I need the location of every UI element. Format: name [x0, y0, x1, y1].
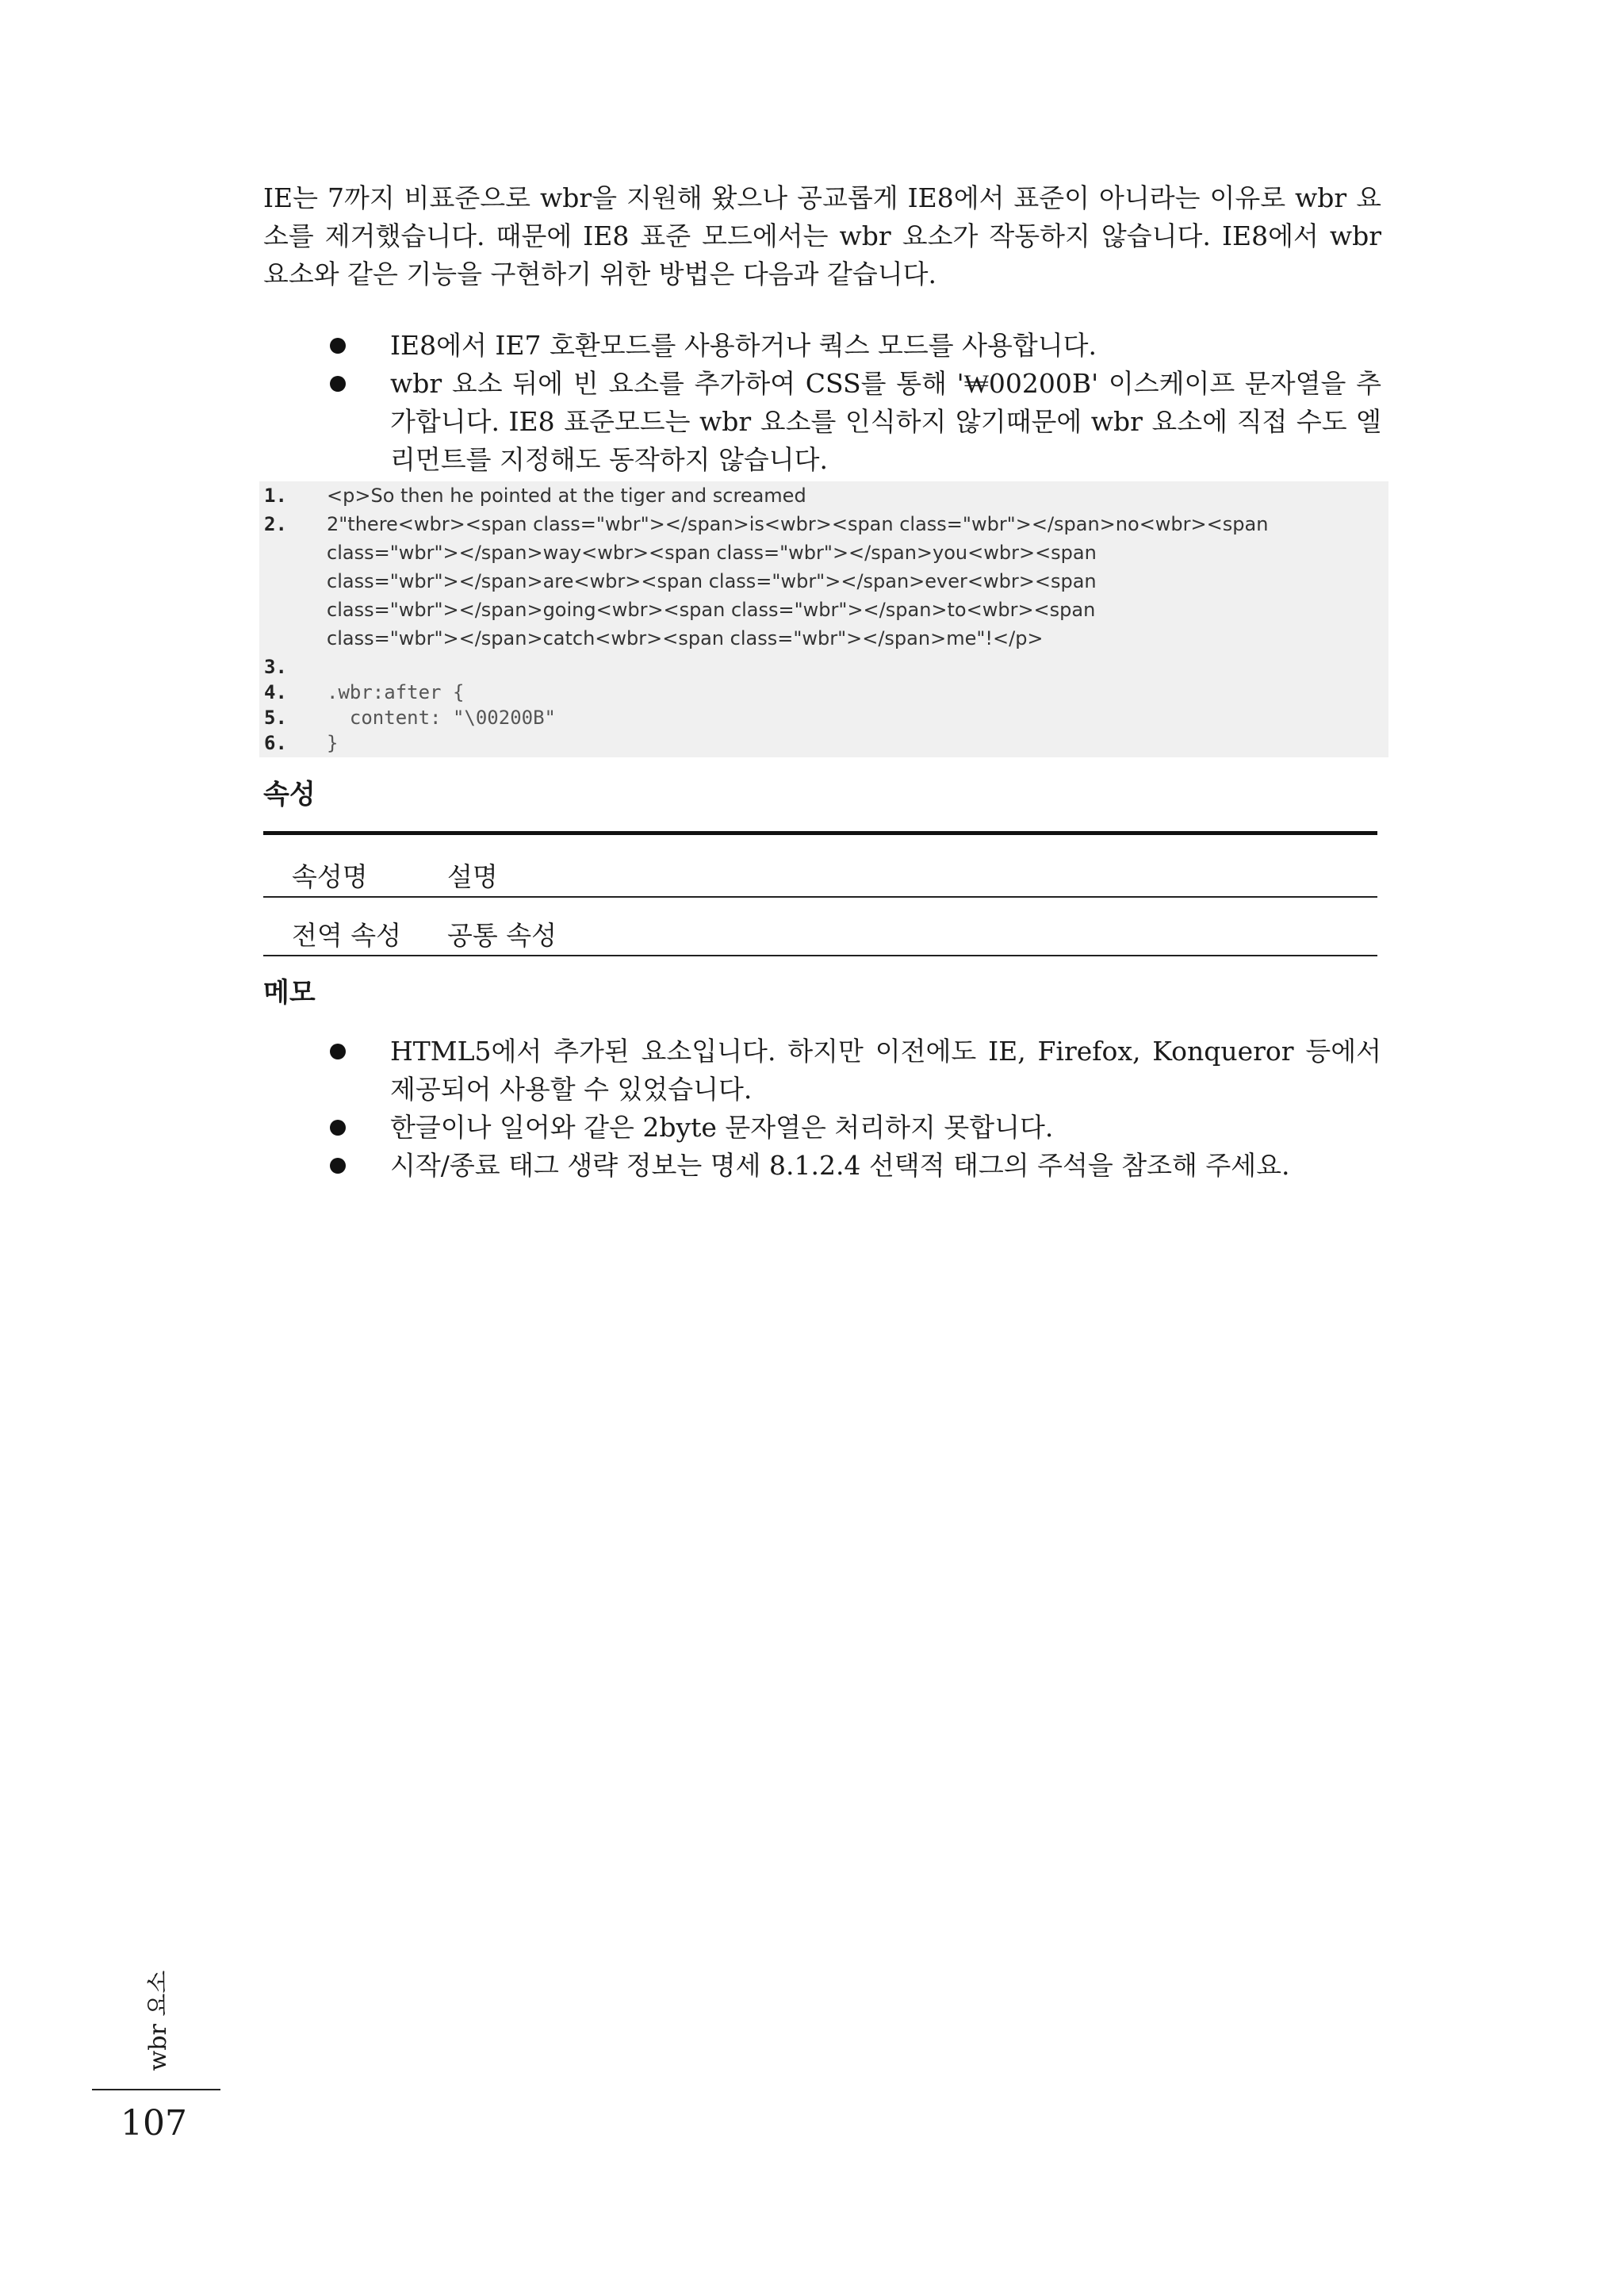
code-text: 2"there<wbr><span class="wbr"></span>is<wbr><span class="wbr"></span>no<wbr><span	[327, 513, 1269, 535]
memo-heading: 메모	[263, 977, 316, 1009]
code-line-continuation	[259, 538, 1388, 567]
code-line	[259, 678, 1388, 707]
code-line-continuation	[259, 567, 1388, 596]
footer-rule	[92, 2089, 220, 2090]
code-text: class="wbr"></span>are<wbr><span class="wbr"></span>ever<wbr><span	[327, 570, 1097, 592]
list-item-text: HTML5에서 추가된 요소입니다. 하지만 이전에도 IE, Firefox, Konqueror 등에서 제공되어 사용할 수 있었습니다.	[390, 1036, 1381, 1105]
table-header-rule	[263, 896, 1377, 898]
list-item-text: IE8에서 IE7 호환모드를 사용하거나 쿽스 모드를 사용합니다.	[390, 330, 1097, 361]
line-number: 3.	[264, 656, 287, 678]
list-item	[263, 1109, 1381, 1147]
code-line	[259, 481, 1388, 510]
list-item-text: 시작/종료 태그 생략 정보는 명세 8.1.2.4 선택적 태그의 주석을 참조해 주세요.	[390, 1150, 1290, 1181]
bullet-icon	[330, 1158, 346, 1174]
line-number: 2.	[264, 513, 287, 535]
table-bottom-rule	[263, 955, 1377, 956]
code-text: content: "\00200B"	[327, 707, 556, 729]
code-line	[259, 510, 1388, 538]
list-item	[263, 365, 1381, 479]
code-text: class="wbr"></span>catch<wbr><span class="wbr"></span>me"!</p>	[327, 627, 1044, 649]
line-number: 1.	[264, 485, 287, 507]
code-text: class="wbr"></span>way<wbr><span class="wbr"></span>you<wbr><span	[327, 542, 1097, 564]
workaround-list	[263, 327, 1381, 479]
section-side-label: wbr 요소	[144, 1970, 172, 2071]
table-top-rule	[263, 831, 1377, 835]
list-item-text: wbr 요소 뒤에 빈 요소를 추가하여 CSS를 통해 '₩00200B' 이스케이프 문자열을 추가합니다. IE8 표준모드는 wbr 요소를 인식하지 않기때문에 wbr 요소에 직접 수도 엘리먼트를 지정해도 동작하지 않습니다.	[390, 368, 1381, 475]
bullet-icon	[330, 1044, 346, 1059]
code-text: .wbr:after {	[327, 681, 465, 703]
line-number: 4.	[264, 681, 287, 703]
list-item	[263, 327, 1381, 365]
table-header-name: 속성명	[292, 861, 368, 892]
code-line	[259, 703, 1388, 732]
code-text: class="wbr"></span>going<wbr><span class="wbr"></span>to<wbr><span	[327, 599, 1096, 621]
attributes-heading: 속성	[263, 779, 316, 810]
list-item	[263, 1147, 1381, 1185]
line-number: 5.	[264, 707, 287, 729]
code-line-continuation	[259, 596, 1388, 624]
code-text: }	[327, 732, 339, 754]
bullet-icon	[330, 376, 346, 392]
table-header-description: 설명	[447, 861, 498, 892]
list-item-text: 한글이나 일어와 같은 2byte 문자열은 처리하지 못합니다.	[390, 1112, 1054, 1143]
line-number: 6.	[264, 732, 287, 754]
list-item	[263, 1033, 1381, 1109]
table-cell-name: 전역 속성	[292, 920, 402, 951]
code-line	[259, 653, 1388, 681]
code-line	[259, 729, 1388, 757]
code-text: <p>So then he pointed at the tiger and screamed	[327, 485, 806, 507]
bullet-icon	[330, 338, 346, 354]
code-block	[259, 481, 1388, 757]
page-number: 107	[121, 2103, 187, 2144]
bullet-icon	[330, 1120, 346, 1136]
memo-list	[263, 1033, 1381, 1185]
table-cell-description: 공통 속성	[447, 920, 557, 951]
code-line-continuation	[259, 624, 1388, 653]
intro-paragraph: IE는 7까지 비표준으로 wbr을 지원해 왔으나 공교롭게 IE8에서 표준이 아니라는 이유로 wbr 요소를 제거했습니다. 때문에 IE8 표준 모드에서는 wbr 요소가 작동하지 않습니다. IE8에서 wbr 요소와 같은 기능을 구현하기 위한 방법은 다음과 같습니다.	[263, 182, 1381, 289]
